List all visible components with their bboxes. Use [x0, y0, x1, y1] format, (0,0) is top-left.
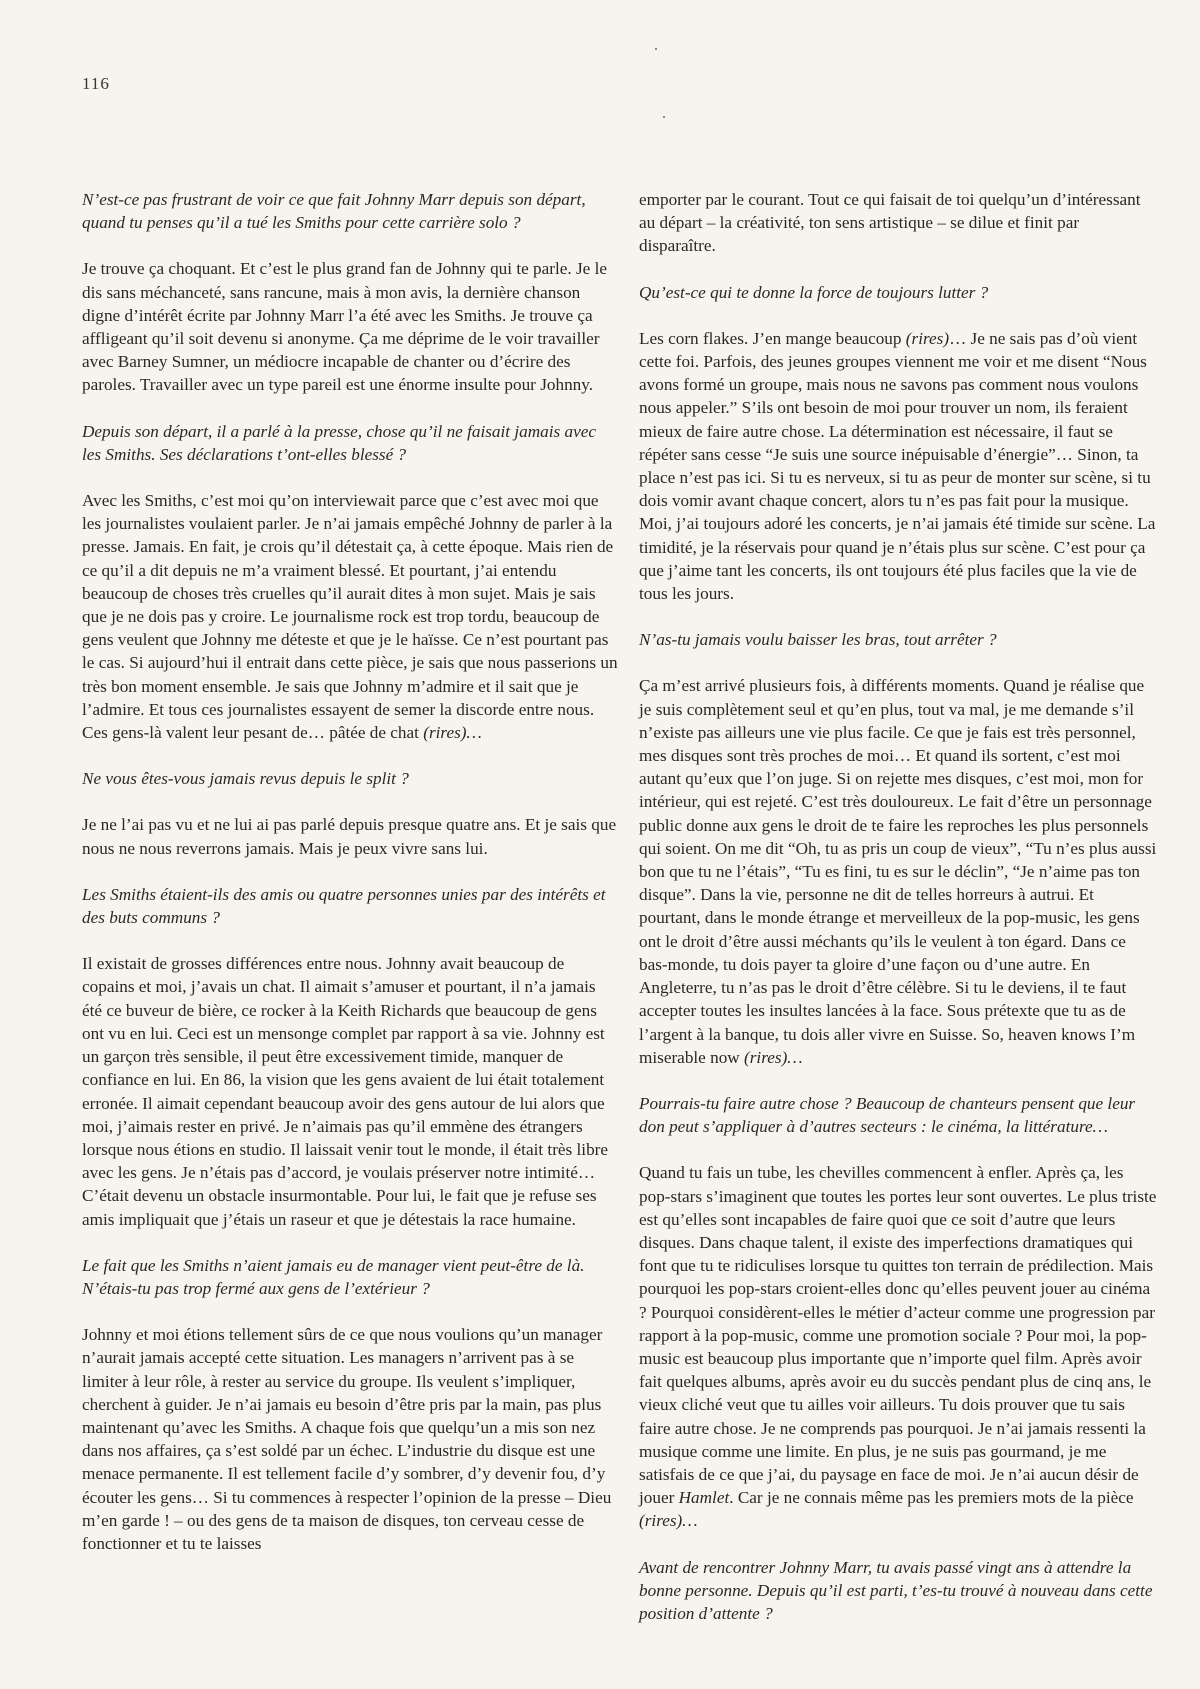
interview-question: Le fait que les Smiths n’aient jamais eu de manager vient peut-être de là. N’étais-tu pas trop fermé aux gens de l’extérieur ?: [82, 1255, 585, 1298]
interview-answer: Il existait de grosses différences entre nous. Johnny avait beaucoup de copains et moi, j’avais un chat. Il aimait s’amuser et pourtant, il n’a jamais été ce buveur de bière, ce rocker à la Keith Richards que beaucoup de gens ont vu en lui. Ceci est un mensonge complet par rapport à sa vie. Johnny est un garçon très sensible, il peut être excessivement timide, manquer de confiance en lui. En 86, la vision que les gens avaient de lui était totalement erronée. Il aimait cependant beaucoup avoir des gens autour de lui alors que moi, j’aimais rester en privé. Je n’aimais pas qu’il emmène des étrangers lorsque nous étions en studio. Il laissait venir tout le monde, il était très libre avec les gens. Je n’étais pas d’accord, je voulais préserver notre intimité… C’était devenu un obstacle insurmontable. Pour lui, le fait que je refuse ses amis impliquait que j’étais un raseur et que je détestais la race humaine.: [82, 954, 609, 1229]
print-speck: [655, 48, 657, 50]
interview-question: Depuis son départ, il a parlé à la presse, chose qu’il ne faisait jamais avec les Smiths. Ses déclarations t’ont-elles blessé ?: [82, 421, 596, 464]
page-number: 116: [82, 74, 110, 93]
interview-question: Les Smiths étaient-ils des amis ou quatre personnes unies par des intérêts et des buts communs ?: [82, 884, 606, 928]
interview-question: N’est-ce pas frustrant de voir ce que fait Johnny Marr depuis son départ, quand tu penses qu’il a tué les Smiths pour cette carrière solo ?: [82, 190, 586, 233]
interview-answer: Je trouve ça choquant. Et c’est le plus grand fan de Johnny qui te parle. Je le dis sans méchanceté, sans rancune, mais à mon avis, la dernière chanson digne d’intérêt écrite par Johnny Marr l’a été avec les Smiths. Je trouve ça affligeant qu’il soit devenu si anonyme. Ça me déprime de le voir travailler avec Barney Sumner, un médiocre incapable de chanter ou d’écrire des paroles. Travailler avec un type pareil est une énorme insulte pour Johnny.: [82, 259, 607, 395]
work-title: Hamlet: [678, 1488, 730, 1508]
left-column: [82, 188, 618, 1578]
interview-answer: Johnny et moi étions tellement sûrs de ce que nous voulions qu’un manager n’aurait jamais accepté cette situation. Les managers n’arrivent pas à se limiter à leur rôle, à rester au service du groupe. Ils veulent s’impliquer, cherchent à guider. Je n’ai jamais eu besoin d’être pris par la main, pas plus maintenant qu’avec les Smiths. A chaque fois que quelqu’un a mis son nez dans nos affaires, ça s’est soldé par un échec. L’industrie du disque est une menace permanente. Il est tellement facile d’y sombrer, d’y devenir fou, d’y écouter les gens… Si tu commences à respecter l’opinion de la presse – Dieu m’en garde ! – ou des gens de ta maison de disques, ton cerveau cesse de fonctionner et tu te laisses: [82, 1325, 612, 1553]
interview-answer: Je ne l’ai pas vu et ne lui ai pas parlé depuis presque quatre ans. Et je sais que nous ne nous reverrons jamais. Mais je peux vivre sans lui.: [82, 815, 617, 858]
answer-aside: (rires): [905, 328, 950, 348]
answer-text-continued: … Je ne sais pas d’où vient cette foi. Parfois, des jeunes groupes viennent me voir et me disent “Nous avons formé un groupe, mais nous ne savons pas comment nous voulons nous appeler.” S’ils ont besoin de moi pour trouver un nom, ils feraient mieux de faire autre chose. La détermination est nécessaire, il faut se répéter sans cesse “Je suis une source inépuisable d’énergie”… Sinon, ta place n’est pas ici. Si tu es nerveux, si tu as peur de monter sur scène, si tu dois vomir avant chaque concert, alors tu n’es pas fait pour la musique. Moi, j’ai toujours adoré les concerts, je n’ai jamais été timide sur scène. La timidité, je la réservais pour quand je n’étais plus sur scène. C’est pour ça que j’aime tant les concerts, ils ont toujours été plus faciles que la vie de tous les jours.: [639, 328, 1156, 604]
interview-question: Ne vous êtes-vous jamais revus depuis le split ?: [82, 769, 409, 789]
answer-aside: (rires)…: [744, 1047, 803, 1067]
answer-text: Quand tu fais un tube, les chevilles commencent à enfler. Après ça, les pop-stars s’imaginent que toutes les portes leur sont ouvertes. Le plus triste est qu’elles sont incapables de faire quoi que ce soit d’autre que leurs disques. Dans chaque talent, il existe des imperfections dramatiques qui font que tu te ridiculises lorsque tu quittes ton terrain de prédilection. Mais pourquoi les pop-stars croient-elles donc qu’elles peuvent jouer au cinéma ? Pourquoi considèrent-elles le métier d’acteur comme une progression par rapport à la pop-music, comme une promotion sociale ? Pour moi, la pop-music est beaucoup plus importante que n’importe quel film. Après avoir fait quelques albums, après avoir eu du succès pendant plus de cinq ans, le vieux cliché veut que tu ailles voir ailleurs. Tu dois prouver que tu sais faire autre chose. Je ne comprends pas pourquoi. Je n’ai jamais ressenti la musique comme une limite. En plus, je ne suis pas gourmand, je me satisfais de ce que j’ai, du paysage en face de moi. Je n’ai aucun désir de jouer: [639, 1163, 1157, 1508]
interview-answer: [639, 327, 1157, 605]
interview-question: Qu’est-ce qui te donne la force de toujours lutter ?: [639, 282, 989, 302]
answer-aside: (rires)…: [639, 1511, 698, 1531]
answer-text: Les corn flakes. J’en mange beaucoup: [639, 328, 902, 348]
interview-answer: emporter par le courant. Tout ce qui faisait de toi quelqu’un d’intéressant au départ – la créativité, ton sens artistique – se dilue et finit par disparaître.: [639, 190, 1141, 256]
answer-text: Ça m’est arrivé plusieurs fois, à différents moments. Quand je réalise que je suis complètement seul et qu’en plus, tout va mal, je me demande s’il n’existe pas ailleurs une vie plus facile. Ce que je fais est très personnel, mes disques sont très proches de moi… Et quand ils sortent, c’est moi autant qu’eux que l’on juge. Si on rejette mes disques, c’est moi, mon for intérieur, qui est rejeté. C’est très douloureux. Le fait d’être un personnage public donne aux gens le droit de te faire les reproches les plus personnels qui soient. On me dit “Oh, tu as pris un coup de vieux”, “Tu n’es plus aussi bon que tu ne l’étais”, “Tu es fini, tu es sur le déclin”, “Je n’aime pas ton disque”. Dans la vie, personne ne dit de telles horreurs à autrui. Et pourtant, dans le monde étrange et merveilleux de la pop-music, les gens ont le droit d’être aussi méchants qu’ils le veulent à ton égard. Dans ce bas-monde, tu dois payer ta gloire d’une façon ou d’une autre. En Angleterre, tu n’as pas le droit d’être célèbre. Si tu le deviens, il te faut accepter toutes les insultes lancées à la face. Sous prétexte que tu as de l’argent à la banque, tu dois aller vivre en Suisse. So, heaven knows I’m miserable now: [639, 676, 1157, 1067]
interview-question: Avant de rencontrer Johnny Marr, tu avais passé vingt ans à attendre la bonne personne. Depuis qu’il est parti, t’es-tu trouvé à nouveau dans cette position d’attente ?: [639, 1557, 1153, 1623]
interview-answer: [82, 489, 618, 744]
interview-question: Pourrais-tu faire autre chose ? Beaucoup de chanteurs pensent que leur don peut s’appliquer à d’autres secteurs : le cinéma, la littérature…: [639, 1093, 1136, 1137]
interview-answer: [639, 674, 1157, 1068]
print-speck: [663, 116, 665, 118]
answer-text-continued: . Car je ne connais même pas les premiers mots de la pièce: [729, 1488, 1134, 1508]
answer-aside: (rires)…: [423, 723, 482, 743]
interview-answer: [639, 1161, 1157, 1532]
interview-question: N’as-tu jamais voulu baisser les bras, tout arrêter ?: [639, 630, 997, 650]
answer-text: Avec les Smiths, c’est moi qu’on interviewait parce que c’est avec moi que les journalistes voulaient parler. Je n’ai jamais empêché Johnny de parler à la presse. Jamais. En fait, je crois qu’il détestait ça, à cette époque. Mais rien de ce qu’il a dit depuis ne m’a vraiment blessé. Et pourtant, j’ai entendu beaucoup de choses très cruelles qu’il aurait dites à mon sujet. Mais je sais que je ne dois pas y croire. Le journalisme rock est trop tordu, beaucoup de gens veulent que Johnny me déteste et que je le haïsse. Ce n’est pourtant pas le cas. Si aujourd’hui il entrait dans cette pièce, je sais que nous passerions un très bon moment ensemble. Je sais que Johnny m’admire et il sait que je l’admire. Et tous ces journalistes essayent de semer la discorde entre nous. Ces gens-là valent leur pesant de… pâtée de chat: [82, 491, 618, 743]
right-column: [639, 188, 1157, 1648]
